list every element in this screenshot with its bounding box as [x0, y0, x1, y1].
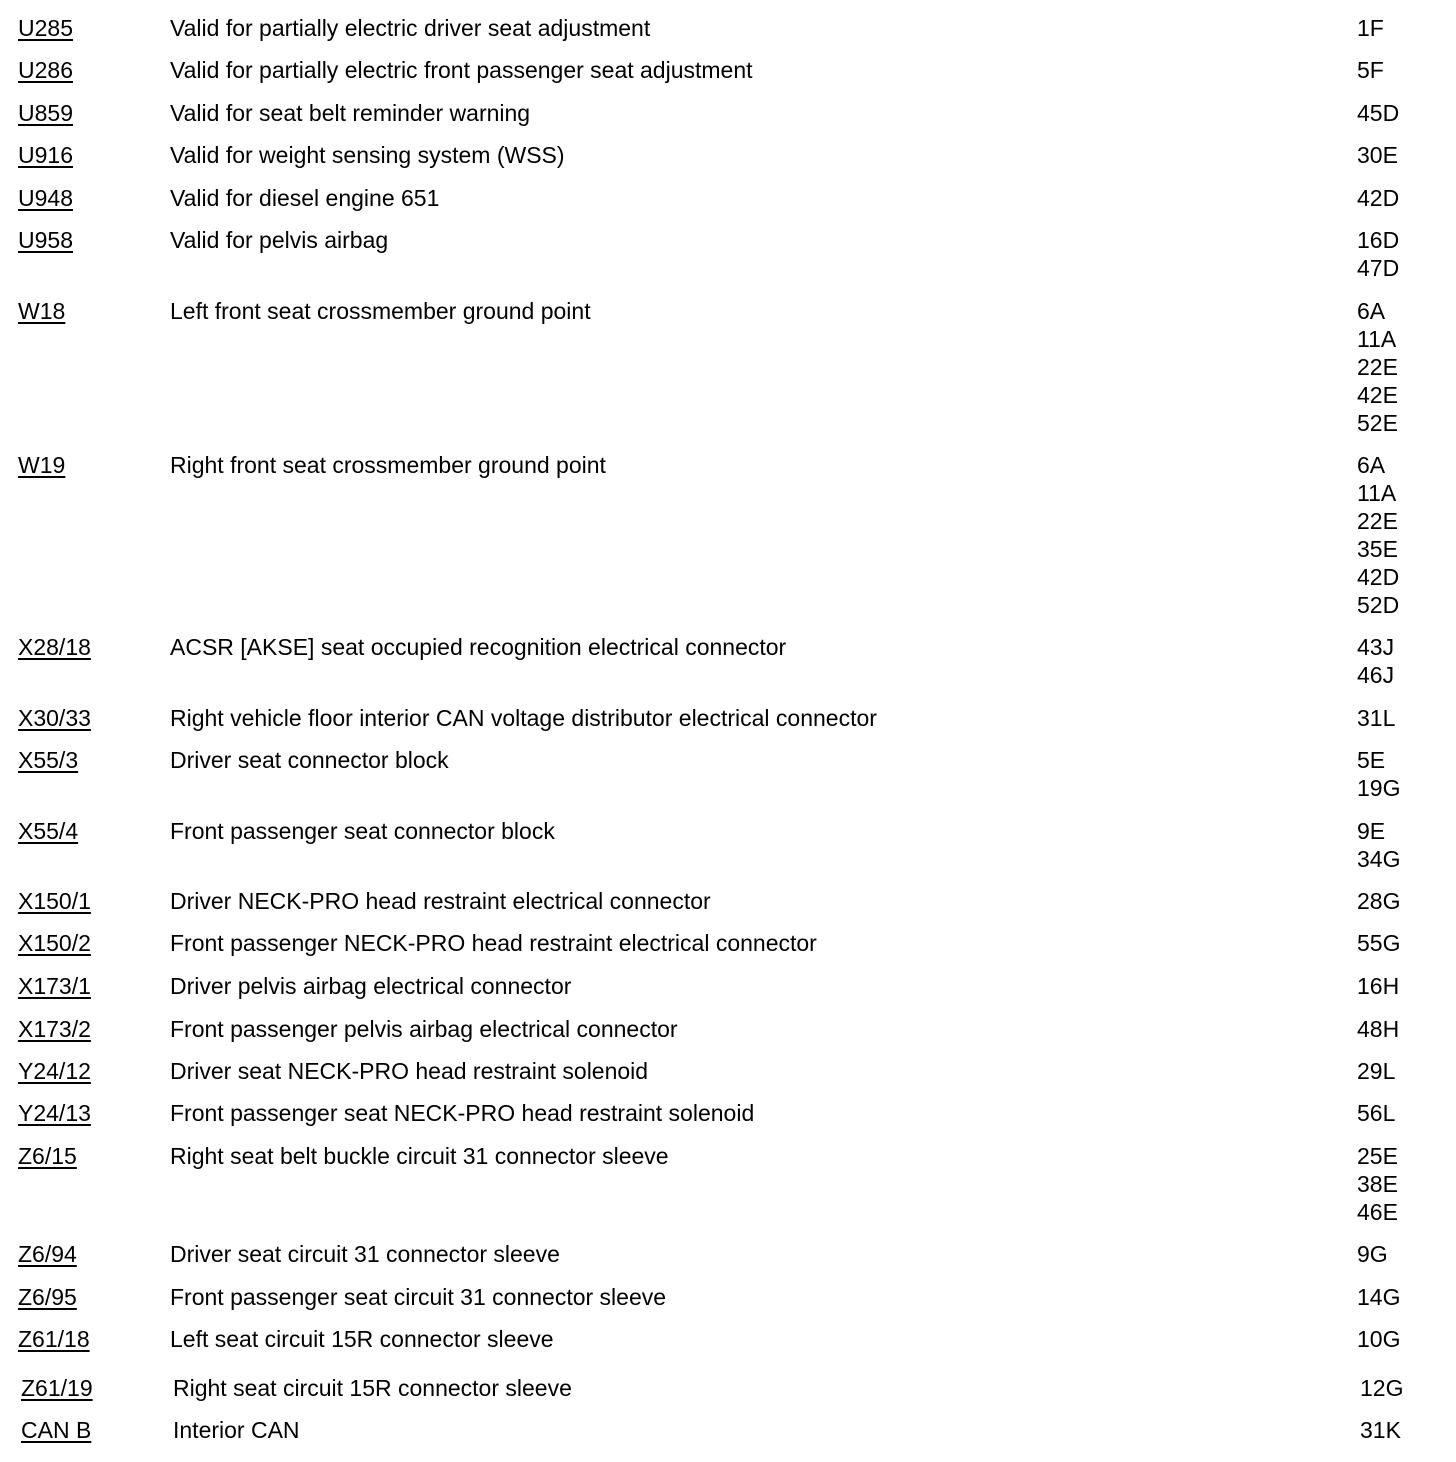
grid-reference: 35E — [1357, 536, 1398, 562]
grid-reference: 5E — [1357, 747, 1386, 773]
grid-reference-list — [1357, 887, 1400, 915]
component-code-link[interactable]: W19 — [18, 452, 66, 478]
grid-reference-list — [1357, 184, 1399, 212]
grid-reference-list — [1357, 141, 1398, 169]
component-code-link[interactable]: W18 — [18, 298, 66, 324]
grid-reference: 11A — [1357, 326, 1397, 352]
component-code-link[interactable]: U916 — [18, 142, 73, 168]
component-description: Right seat circuit 15R connector sleeve — [173, 1375, 572, 1401]
grid-reference-list — [1357, 1240, 1388, 1268]
component-description: Driver seat NECK-PRO head restraint solenoid — [170, 1058, 649, 1084]
component-description: Driver NECK-PRO head restraint electrical connector — [170, 888, 711, 914]
component-description: Front passenger NECK-PRO head restraint electrical connector — [170, 930, 817, 956]
grid-reference-list — [1357, 1099, 1395, 1127]
component-code-link[interactable]: U958 — [18, 227, 73, 253]
grid-reference-list — [1357, 704, 1395, 732]
component-code-link[interactable]: X28/18 — [18, 634, 91, 660]
component-code-link[interactable]: Y24/12 — [18, 1058, 91, 1084]
component-description: Right seat belt buckle circuit 31 connector sleeve — [170, 1143, 669, 1169]
component-code-link[interactable]: Z6/15 — [18, 1143, 77, 1169]
grid-reference-list — [1357, 1015, 1399, 1043]
component-description: Front passenger seat connector block — [170, 818, 555, 844]
grid-reference: 6A — [1357, 298, 1386, 324]
component-description: Driver seat circuit 31 connector sleeve — [170, 1241, 560, 1267]
component-code-link[interactable]: U948 — [18, 185, 73, 211]
component-description: Left seat circuit 15R connector sleeve — [170, 1326, 554, 1352]
grid-reference: 22E — [1357, 508, 1398, 534]
component-code-link[interactable]: X150/1 — [18, 888, 91, 914]
component-description: Right front seat crossmember ground point — [170, 452, 606, 478]
component-code-link[interactable]: Z61/19 — [21, 1375, 93, 1401]
grid-reference-list — [1357, 451, 1399, 619]
grid-reference: 56L — [1357, 1100, 1396, 1126]
component-code-link[interactable]: X150/2 — [18, 930, 91, 956]
component-code-link[interactable]: Z6/95 — [18, 1284, 77, 1310]
component-description: Interior CAN — [173, 1417, 300, 1443]
grid-reference-list — [1360, 1416, 1401, 1444]
grid-reference: 46E — [1357, 1199, 1398, 1225]
grid-reference: 29L — [1357, 1058, 1396, 1084]
grid-reference: 5F — [1357, 57, 1384, 83]
component-description: Driver seat connector block — [170, 747, 449, 773]
component-code-link[interactable]: Y24/13 — [18, 1100, 91, 1126]
grid-reference: 52E — [1357, 410, 1398, 436]
grid-reference: 38E — [1357, 1171, 1398, 1197]
grid-reference: 55G — [1357, 930, 1401, 956]
grid-reference: 25E — [1357, 1143, 1398, 1169]
grid-reference-list — [1357, 56, 1384, 84]
grid-reference: 6A — [1357, 452, 1386, 478]
component-code-link[interactable]: U859 — [18, 100, 73, 126]
grid-reference: 1F — [1357, 15, 1384, 41]
grid-reference-list — [1357, 1057, 1395, 1085]
component-description: Right vehicle floor interior CAN voltage distributor electrical connector — [170, 705, 877, 731]
grid-reference-list — [1357, 1325, 1400, 1353]
grid-reference: 9G — [1357, 1241, 1388, 1267]
grid-reference: 46J — [1357, 662, 1395, 688]
component-description: Valid for seat belt reminder warning — [170, 100, 531, 126]
grid-reference-list — [1357, 226, 1399, 282]
grid-reference: 16D — [1357, 227, 1400, 253]
grid-reference: 11A — [1357, 480, 1397, 506]
grid-reference-list — [1357, 297, 1398, 437]
grid-reference: 30E — [1357, 142, 1398, 168]
grid-reference: 52D — [1357, 592, 1400, 618]
grid-reference: 31K — [1360, 1417, 1401, 1443]
component-code-link[interactable]: X55/4 — [18, 818, 79, 844]
grid-reference-list — [1357, 817, 1400, 873]
component-description: Valid for diesel engine 651 — [170, 185, 440, 211]
grid-reference-list — [1357, 929, 1400, 957]
component-description: Left front seat crossmember ground point — [170, 298, 591, 324]
component-description: Front passenger seat NECK-PRO head restraint solenoid — [170, 1100, 755, 1126]
grid-reference: 12G — [1360, 1375, 1404, 1401]
component-code-link[interactable]: CAN B — [21, 1417, 92, 1443]
component-description: Driver pelvis airbag electrical connector — [170, 973, 572, 999]
grid-reference-list — [1357, 746, 1400, 802]
component-code-link[interactable]: U285 — [18, 15, 73, 41]
grid-reference-list — [1357, 972, 1399, 1000]
grid-reference: 19G — [1357, 775, 1401, 801]
grid-reference: 42D — [1357, 185, 1400, 211]
component-code-link[interactable]: X173/2 — [18, 1016, 91, 1042]
grid-reference-list — [1357, 14, 1384, 42]
grid-reference: 47D — [1357, 255, 1400, 281]
grid-reference: 16H — [1357, 973, 1400, 999]
grid-reference-list — [1360, 1374, 1403, 1402]
grid-reference: 9E — [1357, 818, 1386, 844]
grid-reference-list — [1357, 99, 1399, 127]
component-description: Front passenger seat circuit 31 connector sleeve — [170, 1284, 667, 1310]
grid-reference: 45D — [1357, 100, 1400, 126]
grid-reference: 34G — [1357, 846, 1401, 872]
component-code-link[interactable]: X30/33 — [18, 705, 91, 731]
grid-reference: 22E — [1357, 354, 1398, 380]
component-code-link[interactable]: X173/1 — [18, 973, 91, 999]
component-code-link[interactable]: X55/3 — [18, 747, 79, 773]
grid-reference: 42E — [1357, 382, 1398, 408]
grid-reference: 14G — [1357, 1284, 1401, 1310]
grid-reference: 10G — [1357, 1326, 1401, 1352]
component-description: Valid for pelvis airbag — [170, 227, 389, 253]
component-description: ACSR [AKSE] seat occupied recognition electrical connector — [170, 634, 787, 660]
grid-reference-list — [1357, 1283, 1400, 1311]
component-code-link[interactable]: Z6/94 — [18, 1241, 77, 1267]
component-code-link[interactable]: Z61/18 — [18, 1326, 90, 1352]
component-description: Valid for partially electric front passenger seat adjustment — [170, 57, 753, 83]
component-description: Valid for partially electric driver seat adjustment — [170, 15, 651, 41]
component-description: Front passenger pelvis airbag electrical connector — [170, 1016, 678, 1042]
grid-reference-list — [1357, 1142, 1398, 1226]
grid-reference: 42D — [1357, 564, 1400, 590]
grid-reference: 48H — [1357, 1016, 1400, 1042]
grid-reference: 28G — [1357, 888, 1401, 914]
grid-reference: 31L — [1357, 705, 1396, 731]
grid-reference: 43J — [1357, 634, 1395, 660]
component-description: Valid for weight sensing system (WSS) — [170, 142, 565, 168]
component-code-link[interactable]: U286 — [18, 57, 73, 83]
grid-reference-list — [1357, 633, 1394, 689]
